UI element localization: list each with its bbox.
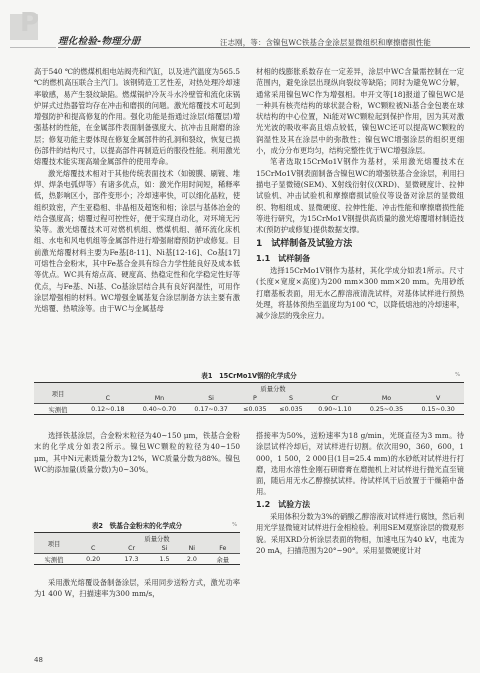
table1-caption: 表1 15CrMo1V钢的化学成分: [201, 372, 297, 380]
table2-cell: 余量: [206, 554, 240, 565]
table1-col-header: Mo: [361, 393, 413, 404]
table2-cell: 0.20: [74, 554, 112, 565]
subsection-heading: 1.1 试样制备: [256, 253, 311, 263]
journal-logo-text: 理化检验-物理分册: [58, 36, 141, 47]
header-rule-short: [10, 47, 56, 48]
table1-cell: 0.15~0.30: [412, 404, 464, 415]
table1-col-header: S: [273, 393, 309, 404]
section-heading: 1 试样制备及试验方法: [256, 239, 353, 250]
table1-cell: 0.12~0.18: [82, 404, 134, 415]
right-column-top: [256, 66, 464, 322]
header-rule: [58, 47, 470, 48]
paragraph: 选择15CrMo1V钢作为基材，其化学成分如表1所示。尺寸(长度×宽度×高度)为200 mm×300 mm×20 mm。先用砂纸打磨基板表面，用无水乙醇溶液清洗试样，对基体试样进行预热处理，将基体预热至温度均为100 ℃，以降低熔池的冷却速率，减少涂层的残余应力。: [256, 266, 464, 321]
table2-col-header: Cr: [112, 543, 150, 554]
running-title: 汪志刚，等：含镍包WC铁基合金涂层显微组织和摩擦磨损性能: [220, 38, 432, 47]
table2-col-header: Si: [151, 543, 178, 554]
table1-row-name: 实测值: [34, 404, 82, 415]
table2-cell: 1.5: [151, 554, 178, 565]
table1-unit: %: [455, 372, 461, 378]
table1-cell: ≤0.035: [273, 404, 309, 415]
table2-cell: 2.0: [178, 554, 205, 565]
table2-row-name: 实测值: [34, 554, 74, 565]
table1-cell: ≤0.035: [237, 404, 273, 415]
table1-col-header: Mn: [134, 393, 186, 404]
table1-group-header: 质量分数: [82, 383, 464, 394]
table2-col-header: Ni: [178, 543, 205, 554]
table2-col-header: C: [74, 543, 112, 554]
right-column-bottom: [256, 430, 464, 556]
table-row: [34, 404, 464, 415]
left-column-mid: [34, 430, 240, 475]
journal-logo-icon: P: [20, 8, 40, 38]
table1-col-header: V: [412, 393, 464, 404]
table2-group-header: 质量分数: [74, 533, 240, 544]
table1-col-header: P: [237, 393, 273, 404]
paragraph: 采用体积分数为3%的硝酸乙醇溶液对试样进行腐蚀，然后利用光学显微镜对试样进行金相检验。利用SEM观察涂层的微观形貌。采用XRD分析涂层表面的物相，加速电压为40 kV，电流为20 mA，扫描范围为20°~90°。采用显微硬度计对: [256, 512, 464, 555]
table1-col-header: Si: [185, 393, 237, 404]
table1-cell: 0.90~1.10: [309, 404, 361, 415]
table1-col-header: Cr: [309, 393, 361, 404]
page-header: [0, 0, 480, 46]
paragraph: 激光熔覆技术相对于其他传统表面技术（如镀膜、刷镀、堆焊、焊条电弧焊等）有诸多优点，如：激光作用时间短，稀释率低，热影响区小，部件变形小；冷却速率快，可以细化晶粒，使组织致密，产生亚稳相、非晶相及超饱和相；涂层与基体冶金的结合强度高；熔覆过程可控性好，便于实现自动化，对环境无污染等。激光熔覆技术可对燃机机组、燃煤机组、循环流化床机组、水电和风电机组等金属部件进行增强耐磨预防护或修复。目前激光熔覆材料主要为Fe基[8-11]、Ni基[12-16]、Co基[17]可熔性合金粉末，其中Fe基合金具有综合力学性能良好及成本低等优点。WC具有熔点高、硬度高、热稳定性和化学稳定性好等优点，与Fe基、Ni基、Co基涂层结合具有良好润湿性，可用作涂层增强相的材料。WC增强金属基复合涂层制备方法主要有激光熔覆、热喷涂等。由于WC与金属基母: [34, 168, 240, 314]
paragraph: 选择铁基涂层，合金粉末粒径为40~150 μm，铁基合金粉末的化学成分如表2所示。镍包WC颗粒的粒径为40~150 μm，其中Ni元素质量分数为12%，WC质量分数为88%。镍包WC的添加量(质量分数)为0~30%。: [34, 431, 240, 474]
left-column-bottom: [34, 577, 240, 600]
table1-row-label: 项目: [34, 383, 82, 404]
table1-col-header: C: [82, 393, 134, 404]
paragraph: 材相的线膨胀系数存在一定差异，涂层中WC含量需控制在一定范围内，避免涂层出现纵向裂纹等缺陷；同时为避免WC分解，通常采用镍包WC作为增强相。申开文等[18]报道了镍包WC是一种具有核壳结构的球状混合粉，WC颗粒被Ni基合金包裹在球状结构的中心位置，Ni能对WC颗粒起到保护作用，因为其对激光光波的吸收率高且熔点较低，镍包WC还可以提高WC颗粒的润湿性及其在涂层中的弥散性；镍包WC增强涂层的组织更细小，成分分布更均匀，结构完整性优于WC增强涂层。: [256, 67, 464, 156]
table2-col-header: Fe: [206, 543, 240, 554]
paragraph: 采用激光熔覆设备制备涂层，采用同步送粉方式，激光功率为1 400 W，扫描速率为300 mm/s，: [34, 578, 240, 599]
table1-cell: 0.25~0.35: [361, 404, 413, 415]
table2-caption: 表2 铁基合金粉末的化学成分: [91, 522, 183, 530]
table2-row-label: 项目: [34, 533, 74, 554]
table1: [34, 382, 464, 415]
paragraph: 高于540 ℃的燃煤机组电站阀壳和汽缸，以及进汽温度为565.5 ℃的燃机高压联合主汽门。该钢铸造工艺性差，对热处理冷却速率敏感，易产生裂纹缺陷。燃煤锅炉冷灰斗水冷壁管和流化床锅炉屏式过热器管均存在冲击和磨损的问题。激光熔覆技术可起到增强防护和提高修复的作用。强化功能是指通过涂层(熔覆层)增强基材的性能，在金属部件表面制备强度大、抗冲击且耐磨的涂层；修复功能主要体现在修复金属部件的孔洞和裂纹，恢复已损伤部件的结构尺寸，以提高部件再制造后的服役性能。利用激光熔覆技术能实现高端金属部件的使用寿命。: [34, 67, 240, 167]
subsection-heading: 1.2 试验方法: [256, 499, 311, 509]
table2-cell: 17.3: [112, 554, 150, 565]
table1-cell: 0.40~0.70: [134, 404, 186, 415]
left-column-top: [34, 66, 240, 315]
table-row: [34, 554, 240, 565]
page-number: 48: [34, 656, 43, 664]
paragraph: 搭接率为50%，送粉速率为18 g/min，光斑直径为3 mm。待涂层试样冷却后，对试样进行切割。依次用90，360，600，1 000，1 500，2 000目(1目=25.4 mm)的水砂纸对试样进行打磨，选用水溶性金刚石研磨膏在磨抛机上对试样进行抛光直至镜面，随后用无水乙醇擦拭试样。待试样风干后放置于干燥箱中备用。: [256, 431, 464, 497]
paragraph: 笔者选取15CrMo1V钢作为基材，采用激光熔覆技术在15CrMo1V钢表面制备含镍包WC的增强铁基合金涂层，利用扫描电子显微镜(SEM)、X射线衍射仪(XRD)、显微硬度计、拉伸试验机、冲击试验机和摩擦磨损试验仪等设备对涂层的显微组织、物相组成、显微硬度、拉伸性能、冲击性能和摩擦磨损性能等进行研究，为15CrMo1V钢提供高质量的激光熔覆增材制造技术(预防护或修复)提供数据支撑。: [256, 157, 464, 235]
table1-cell: 0.17~0.37: [185, 404, 237, 415]
table2: [34, 532, 240, 565]
table2-unit: %: [232, 522, 238, 528]
